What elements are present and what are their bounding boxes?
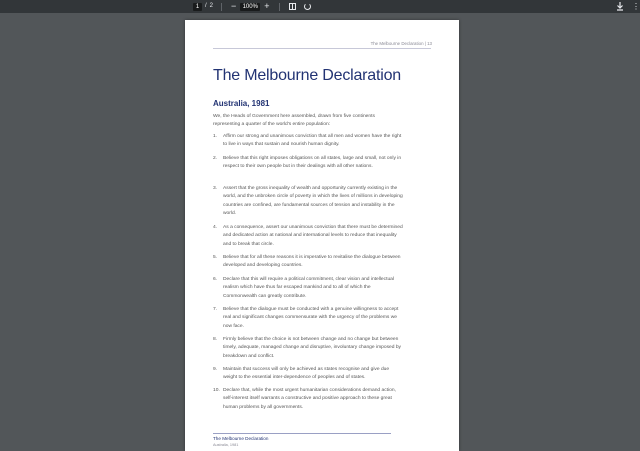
fit-page-icon[interactable] [289,3,296,10]
list-item [213,254,403,271]
toolbar-divider [279,3,280,11]
pdf-page [185,20,459,451]
list-item [213,133,403,150]
document-title: The Melbourne Declaration [213,67,401,84]
page-navigation [193,0,315,13]
list-item-text: Declare that this will require a political commitment, clear vision and intellectual realism which have thus far escaped mankind and to all of which the Commonwealth can greatly contribute. [223,277,394,299]
list-item [213,336,403,361]
rotate-icon[interactable] [304,3,311,10]
list-item-text: Firmly believe that the choice is not between change and no change but between timely, adequate, managed change and disruptive, involuntary change imposed by breakdown and conflict. [223,337,401,359]
list-item [213,276,403,301]
footer-rule [213,433,391,434]
list-item-number: 8. [213,337,218,342]
download-icon[interactable] [616,2,624,11]
list-item [213,224,403,249]
list-item [213,366,403,383]
list-item-text: Believe that this right imposes obligations on all states, large and small, not only in respect to their own people but in their dealings with all other nations. [223,156,402,170]
list-item-number: 4. [213,225,218,230]
document-subtitle: Australia, 1981 [213,99,270,108]
list-item-number: 5. [213,255,218,260]
page-separator: / [205,3,207,9]
list-item-text: Maintain that success will only be achieved as states recognise and give due weight to the essential inter-dependence of peoples and of states. [223,367,390,381]
list-item [213,155,403,172]
list-item-number: 2. [213,156,218,161]
intro-paragraph: We, the Heads of Government here assembled, drawn from five continents representing a quarter of the world's entire population: [213,114,375,128]
header-rule [213,48,431,49]
running-head: The Melbourne Declaration | 13 [370,41,432,46]
list-item [213,185,403,219]
list-item-text: Assert that the gross inequality of wealth and opportunity currently existing in the world, and the unbroken circle of poverty in which the lives of millions in developing countries are confined, are fundamental sources of tension and instability in the world. [223,186,403,217]
footer-subtitle: Australia, 1981 [213,443,239,447]
more-options-icon[interactable]: ⋮ [632,2,640,11]
list-item-number: 6. [213,277,218,282]
list-item-text: As a consequence, assert our unanimous conviction that there must be determined and dedicated action at national and international levels to reduce that inequality and to break that circle. [223,225,403,247]
list-item-number: 7. [213,307,218,312]
footer-title: The Melbourne Declaration [213,436,269,441]
list-item-number: 1. [213,134,218,139]
list-item [213,306,403,331]
list-item-text: Believe that for all these reasons it is imperative to revitalise the dialogue between developed and developing countries. [223,255,401,269]
zoom-in-button[interactable]: + [264,1,270,11]
list-item-number: 10. [213,388,220,393]
pdf-toolbar [0,0,640,13]
zoom-out-button[interactable]: − [231,1,237,11]
page-total: 2 [209,3,214,9]
list-item-text: Believe that the dialogue must be conducted with a genuine willingness to accept real and significant changes commensurate with the urgency of the problems we now face. [223,307,399,329]
list-item-number: 9. [213,367,218,372]
zoom-input[interactable]: 100% [240,3,260,11]
page-number-input[interactable]: 1 [193,3,202,11]
list-item-text: Declare that, while the most urgent humanitarian considerations demand action, self-interest itself warrants a constructive and positive approach to these great human problems by all governments. [223,388,396,410]
list-item [213,387,403,412]
toolbar-divider [221,3,222,11]
list-item-text: Affirm our strong and unanimous conviction that all men and women have the right to live in ways that sustain and nourish human dignity. [223,134,402,148]
list-item-number: 3. [213,186,218,191]
